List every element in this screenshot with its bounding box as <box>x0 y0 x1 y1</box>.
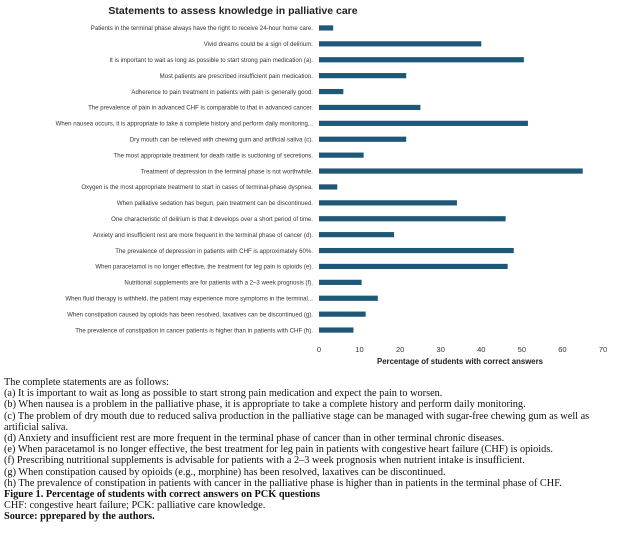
bars-group <box>319 25 583 332</box>
x-tick-label: 0 <box>316 345 322 354</box>
figure-notes <box>4 377 618 523</box>
bar <box>319 73 406 78</box>
bar <box>319 184 337 189</box>
category-label: When constipation caused by opioids has been resolved, laxatives can be discontinued (g). <box>67 311 313 319</box>
bar <box>319 137 406 142</box>
category-label: Treatment of depression in the terminal phase is not worthwhile. <box>140 168 313 176</box>
x-tick-label: 40 <box>477 345 486 354</box>
category-labels <box>56 25 314 334</box>
bar <box>319 296 378 301</box>
bar <box>319 327 353 332</box>
category-label: The prevalence of constipation in cancer patients is higher than in patients with CHF (h). <box>75 327 313 335</box>
category-label: Patients in the terminal phase always have the right to receive 24-hour home care. <box>90 25 313 33</box>
x-tick-label: 60 <box>558 345 567 354</box>
category-label: Adherence to pain treatment in patients with pain is generally good. <box>131 88 313 96</box>
bar <box>319 105 420 110</box>
bar <box>319 121 528 126</box>
category-label: One characteristic of delirium is that it develops over a short period of time. <box>111 215 313 223</box>
chart-title: Statements to assess knowledge in palliative care <box>108 5 358 17</box>
notes-intro: The complete statements are as follows: <box>4 377 169 388</box>
category-label: The prevalence of pain in advanced CHF is comparable to that in advanced cancer. <box>88 104 313 112</box>
category-label: When paracetamol is no longer effective, the treatment for leg pain is opioids (e). <box>95 263 313 271</box>
abbreviations: CHF: congestive heart failure; PCK: palliative care knowledge. <box>4 500 266 512</box>
bar <box>319 232 394 237</box>
category-label: Most patients are prescribed insufficient pain medication. <box>159 72 313 80</box>
note-b: (b) When nausea is a problem in the palliative phase, it is appropriate to take a complete history and perform daily monitoring. <box>4 399 526 411</box>
note-a: (a) It is important to wait as long as possible to start strong pain medication and expect the pain to worsen. <box>4 388 443 400</box>
note-e: (e) When paracetamol is no longer effective, the best treatment for leg pain in patients with congestive heart failure (CHF) is opioids. <box>4 444 553 456</box>
bar <box>319 41 481 46</box>
bar <box>319 57 524 62</box>
bar <box>319 264 508 269</box>
bar <box>319 312 366 317</box>
x-axis-ticks <box>317 345 607 354</box>
note-h: (h) The prevalence of constipation in patients with cancer in the palliative phase is higher than in patients in the terminal phase of CHF. <box>4 477 562 489</box>
x-tick-label: 10 <box>355 345 364 354</box>
category-label: When fluid therapy is withheld, the patient may experience more symptoms in the terminal... <box>65 295 313 303</box>
bar <box>319 248 514 253</box>
bar <box>319 89 343 94</box>
category-label: When nausea occurs, it is appropriate to take a complete history and perform daily monitoring... <box>55 120 313 128</box>
bar <box>319 280 362 285</box>
category-label: Anxiety and insufficient rest are more frequent in the terminal phase of cancer (d). <box>92 231 313 239</box>
note-c: (c) The problem of dry mouth due to reduced saliva production in the palliative stage can be managed with sugar-free chewing gum as well as artificial saliva. <box>4 410 590 433</box>
source-line: Source: pprepared by the authors. <box>4 511 155 523</box>
category-label: The prevalence of depression in patients with CHF is approximately 60%. <box>115 247 313 255</box>
note-f: (f) Prescribing nutritional supplements is advisable for patients with a 2–3 week prognosis when nutrient intake is insufficient. <box>4 455 525 467</box>
category-label: Vivid dreams could be a sign of delirium. <box>203 41 313 49</box>
x-tick-label: 50 <box>517 345 527 354</box>
bar <box>319 153 364 158</box>
bar <box>319 200 457 205</box>
note-g: (g) When constipation caused by opioids (e.g., morphine) has been resolved, laxatives can be discontinued. <box>4 466 446 478</box>
category-label: It is important to wait as long as possible to start strong pain medication (a). <box>109 56 313 64</box>
x-tick-label: 20 <box>395 345 405 354</box>
bar <box>319 25 333 30</box>
bar <box>319 216 506 221</box>
category-label: Dry mouth can be relieved with chewing gum and artificial saliva (c). <box>129 136 313 144</box>
x-tick-label: 30 <box>436 345 445 354</box>
figure-caption: Figure 1. Percentage of students with correct answers on PCK questions <box>4 489 321 501</box>
category-label: The most appropriate treatment for death rattle is suctioning of secretions. <box>113 152 313 160</box>
category-label: Nutritional supplements are for patients with a 2–3 week prognosis (f). <box>124 279 313 287</box>
category-label: When palliative sedation has begun, pain treatment can be discontinued. <box>116 200 313 208</box>
x-tick-label: 70 <box>598 345 608 354</box>
bar <box>319 168 583 173</box>
x-axis-label: Percentage of students with correct answers <box>377 357 543 366</box>
note-d: (d) Anxiety and insufficient rest are more frequent in the terminal phase of cancer than in other terminal chronic diseases. <box>4 433 505 445</box>
category-label: Oxygen is the most appropriate treatment to start in cases of terminal-phase dyspnea. <box>81 184 313 192</box>
